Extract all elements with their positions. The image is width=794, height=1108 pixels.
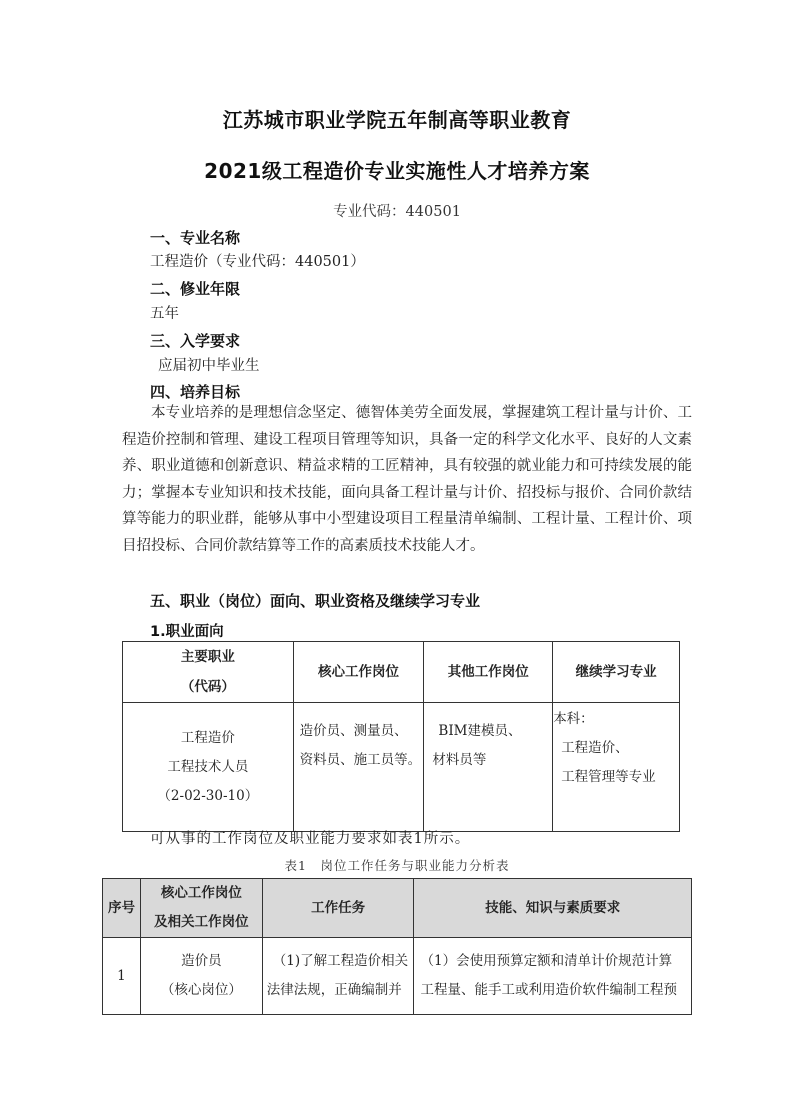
cell-text: 资料员、施工员等。	[299, 752, 422, 768]
section-4-heading: 四、培养目标	[150, 383, 241, 401]
header-text: 及相关工作岗位	[154, 914, 249, 930]
cell-position	[140, 938, 262, 1015]
header-further-study: 继续学习专业	[553, 642, 680, 703]
cell-text: （1)了解工程造价相关	[272, 953, 409, 969]
header-core-positions: 核心工作岗位	[293, 642, 424, 703]
cell-text: 工程量、能手工或利用造价软件编制工程预	[420, 982, 677, 998]
cell-text: 工程管理等专业	[561, 769, 656, 785]
cell-seq: 1	[103, 938, 141, 1015]
cell-text: （1）会使用预算定额和清单计价规范计算	[420, 953, 673, 969]
cell-text: 工程技术人员	[167, 758, 249, 775]
cell-task	[262, 938, 414, 1015]
section-1-body: 工程造价（专业代码：440501）	[150, 254, 365, 270]
section-2-body: 五年	[150, 306, 179, 322]
cell-text: BIM建模员、	[438, 723, 522, 739]
cell-text: 工程造价	[180, 729, 235, 746]
table-1-caption: 表1 岗位工作任务与职业能力分析表	[284, 858, 510, 873]
table-row	[123, 703, 680, 832]
header-task: 工作任务	[262, 879, 414, 938]
career-orientation-table	[122, 641, 680, 832]
table-row	[103, 938, 692, 1015]
document-title-line1: 江苏城市职业学院五年制高等职业教育	[222, 108, 572, 132]
section-5-sub1-heading: 1.职业面向	[150, 624, 224, 640]
cell-text: 工程造价、	[561, 740, 629, 756]
cell-text: 法律法规，正确编制并	[266, 982, 402, 998]
cell-requirements	[414, 938, 692, 1015]
section-4-body: 本专业培养的是理想信念坚定、德智体美劳全面发展，掌握建筑工程计量与计价、工程造价控制和管理、建设工程项目管理等知识，具备一定的科学文化水平、良好的人文素养、职业道德和创新意识、精益求精的工匠精神，具有较强的就业能力和可持续发展的能力；掌握本专业知识和技术技能，面向具备工程计量与计价、招投标与报价、合同价款结算等能力的职业群，能够从事中小型建设项目工程量清单编制、工程计量、工程计价、项目招投标、合同价款结算等工作的高素质技术技能人才。	[122, 405, 692, 554]
cell-text: 造价员、测量员、	[299, 723, 408, 739]
table-header-row	[103, 879, 692, 938]
header-seq: 序号	[103, 879, 141, 938]
position-analysis-table	[102, 878, 692, 1015]
header-other-positions: 其他工作岗位	[424, 642, 553, 703]
section-2-heading: 二、修业年限	[150, 280, 241, 298]
header-main-occupation	[123, 642, 294, 703]
major-code-line: 专业代码：440501	[333, 204, 461, 220]
cell-text: （2-02-30-10）	[157, 787, 259, 804]
header-text: 主要职业	[180, 649, 235, 665]
section-1-heading: 一、专业名称	[150, 229, 241, 247]
header-text: 核心工作岗位	[160, 885, 242, 901]
document-title-line2: 2021级工程造价专业实施性人才培养方案	[204, 159, 590, 183]
cell-text: 本科：	[553, 711, 594, 727]
header-position	[140, 879, 262, 938]
cell-text: 材料员等	[432, 752, 487, 768]
section-3-heading: 三、入学要求	[150, 332, 241, 350]
section-5-heading: 五、职业（岗位）面向、职业资格及继续学习专业	[150, 592, 481, 610]
table-reference-note: 可从事的工作岗位及职业能力要求如表1所示。	[150, 831, 471, 847]
cell-text: 造价员	[181, 953, 222, 969]
cell-core-positions	[293, 703, 424, 832]
header-requirements: 技能、知识与素质要求	[414, 879, 692, 938]
section-3-body: 应届初中毕业生	[158, 358, 260, 374]
cell-other-positions	[424, 703, 553, 832]
cell-occupation	[123, 703, 294, 832]
cell-further-study	[553, 703, 680, 832]
cell-text: （核心岗位）	[160, 982, 242, 998]
table-header-row	[123, 642, 680, 703]
header-text: （代码）	[180, 679, 235, 695]
